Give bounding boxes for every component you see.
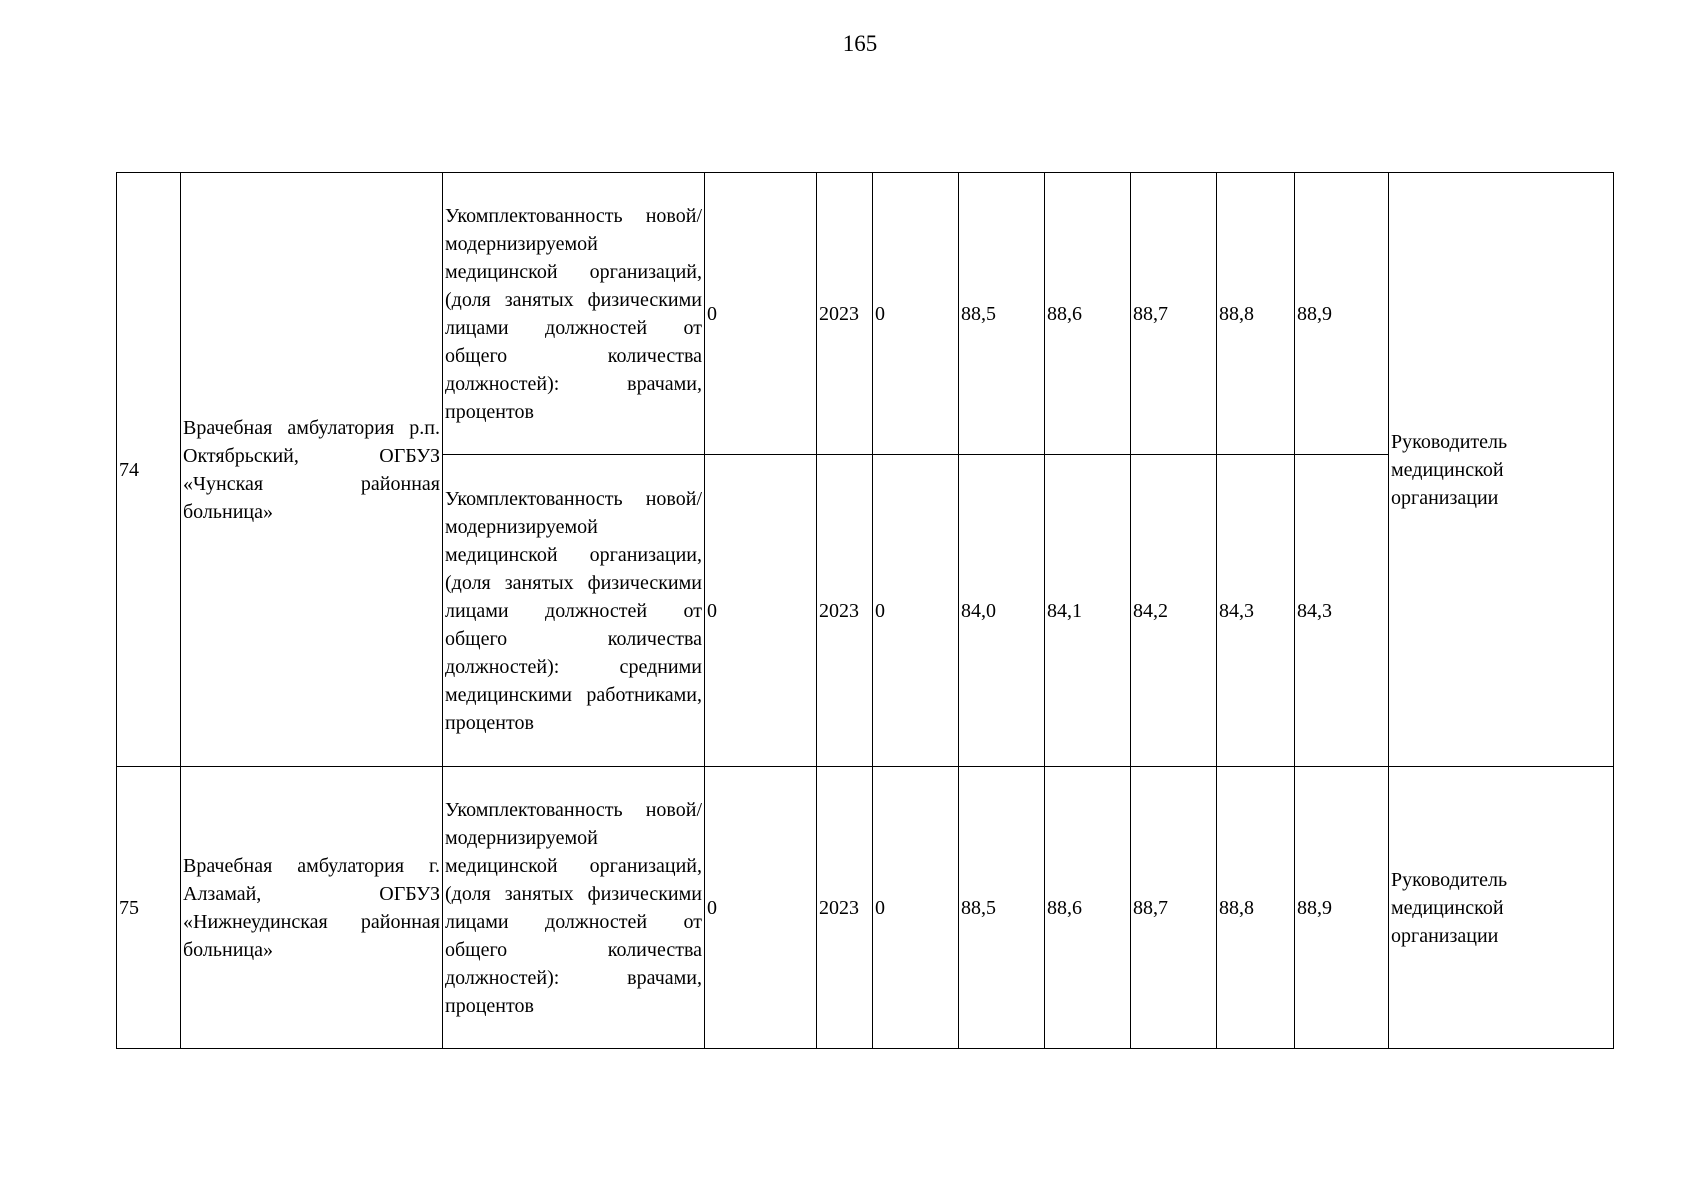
value-cell: 88,9 xyxy=(1295,173,1389,455)
organization-cell: Врачебная амбулатория г. Алзамай, ОГБУЗ «Нижнеудинская районная больница» xyxy=(181,767,443,1049)
value-cell: 84,0 xyxy=(959,455,1045,767)
indicator-name-cell: Укомплектованность новой/модернизируемой медицинской организации, (доля занятых физическими лицами должностей от общего количества должностей): средними медицинскими работниками, процентов xyxy=(443,455,705,767)
value-cell: 88,6 xyxy=(1045,173,1131,455)
value-cell: 84,1 xyxy=(1045,455,1131,767)
value-cell: 88,8 xyxy=(1217,173,1295,455)
responsible-cell: Руководитель медицинской организации xyxy=(1389,767,1614,1049)
base-year-cell: 2023 xyxy=(817,767,873,1049)
indicator-name-cell: Укомплектованность новой/модернизируемой медицинской организаций, (доля занятых физическими лицами должностей от общего количества должностей): врачами, процентов xyxy=(443,767,705,1049)
value-cell: 0 xyxy=(873,767,959,1049)
table-row xyxy=(117,173,1614,455)
value-cell: 88,7 xyxy=(1131,767,1217,1049)
targets-table xyxy=(116,172,1614,1049)
base-year-cell: 2023 xyxy=(817,455,873,767)
value-cell: 84,3 xyxy=(1295,455,1389,767)
value-cell: 88,8 xyxy=(1217,767,1295,1049)
base-value-cell: 0 xyxy=(705,455,817,767)
value-cell: 88,5 xyxy=(959,173,1045,455)
value-cell: 88,7 xyxy=(1131,173,1217,455)
base-value-cell: 0 xyxy=(705,173,817,455)
base-value-cell: 0 xyxy=(705,767,817,1049)
value-cell: 88,6 xyxy=(1045,767,1131,1049)
organization-cell: Врачебная амбулатория р.п. Октябрьский, ОГБУЗ «Чунская районная больница» xyxy=(181,173,443,767)
value-cell: 84,3 xyxy=(1217,455,1295,767)
indicator-name-cell: Укомплектованность новой/модернизируемой медицинской организаций, (доля занятых физическими лицами должностей от общего количества должностей): врачами, процентов xyxy=(443,173,705,455)
page-number: 165 xyxy=(842,31,878,56)
base-year-cell: 2023 xyxy=(817,173,873,455)
value-cell: 84,2 xyxy=(1131,455,1217,767)
value-cell: 88,5 xyxy=(959,767,1045,1049)
row-number-cell: 74 xyxy=(117,173,181,767)
value-cell: 0 xyxy=(873,173,959,455)
row-number-cell: 75 xyxy=(117,767,181,1049)
value-cell: 88,9 xyxy=(1295,767,1389,1049)
value-cell: 0 xyxy=(873,455,959,767)
table-row xyxy=(117,767,1614,1049)
responsible-cell: Руководитель медицинской организации xyxy=(1389,173,1614,767)
